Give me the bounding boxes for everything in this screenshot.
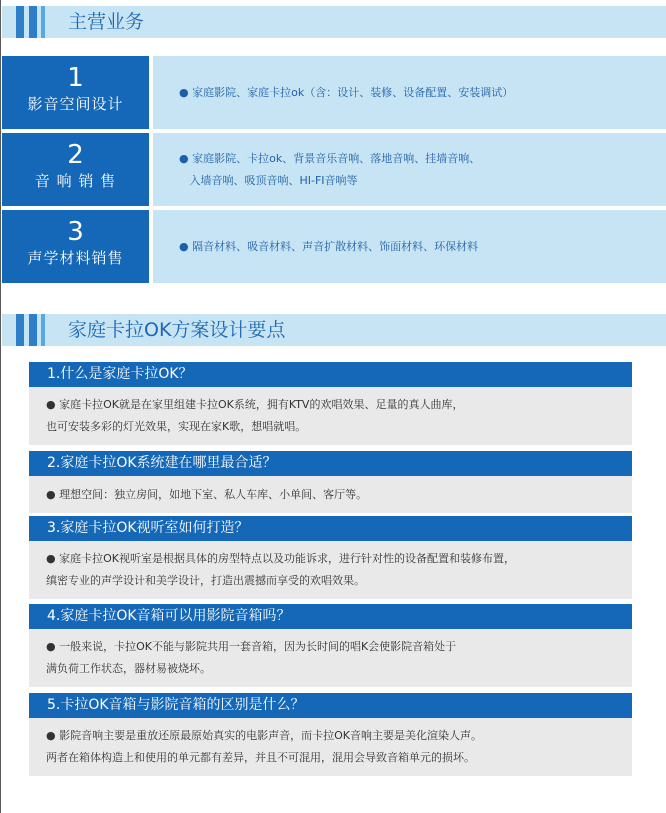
section-title: 主营业务 [68,11,145,33]
business-number: 3 [67,217,84,247]
faq-question: 5.卡拉OK音箱与影院音箱的区别是什么？ [47,697,305,713]
business-number: 2 [67,140,84,170]
business-number-box [2,210,149,283]
faq-answer-line: ● 一般来说，卡拉OK不能与影院共用一套音箱，因为长时间的唱K会使影院音箱处于 [46,640,457,653]
business-name: 声学材料销售 [27,249,124,267]
business-number: 1 [67,63,84,93]
business-row-3 [2,210,666,283]
business-description [153,210,666,283]
header-accent-bar [41,314,45,346]
faq-answer-line: ● 家庭卡拉OK就是在家里组建卡拉OK系统，拥有KTV的欢唱效果、足量的真人曲库， [46,398,464,411]
header-accent-bar [16,314,24,346]
business-description [153,56,666,129]
section-title: 家庭卡拉OK方案设计要点 [68,319,286,341]
business-description-line: ● 家庭影院、家庭卡拉ok（含：设计、装修、设备配置、安装调试） [179,85,514,99]
faq-answer-line: ● 理想空间：独立房间，如地下室、私人车库、小单间、客厅等。 [46,487,368,501]
faq-answer-line: 缜密专业的声学设计和美学设计，打造出震撼而享受的欢唱效果。 [46,574,365,587]
header-accent-bar [29,314,37,346]
faq-question: 3.家庭卡拉OK视听室如何打造？ [47,520,249,536]
business-name: 音 响 销 售 [34,172,117,190]
faq-answer-line: 满负荷工作状态，器材易被烧坏。 [46,662,211,675]
header-accent-bar [41,6,45,38]
business-name: 影音空间设计 [27,95,124,113]
business-row-1 [2,56,666,129]
faq-answer-line: ● 影院音响主要是重放还原最原始真实的电影声音，而卡拉OK音响主要是美化渲染人声。 [46,729,482,742]
faq-answer-line: 两者在箱体构造上和使用的单元都有差异，并且不可混用，混用会导致音箱单元的损坏。 [46,751,475,764]
business-number-box [2,133,149,206]
business-description-line: ● 隔音材料、吸音材料、声音扩散材料、饰面材料、环保材料 [179,239,479,253]
faq-answer [29,476,632,513]
faq-answer [29,718,632,776]
faq-answer [29,629,632,687]
section-header-main-business [2,6,666,38]
faq-answer [29,387,632,445]
faq-question: 4.家庭卡拉OK音箱可以用影院音箱吗？ [47,608,291,624]
faq-question-bar [29,604,632,629]
business-number-box [2,56,149,129]
business-description [153,133,666,206]
header-accent-bar [16,6,24,38]
faq-question-bar [29,451,632,476]
business-description-line: ● 家庭影院、卡拉ok、背景音乐音响、落地音响、挂墙音响、 [179,151,481,165]
faq-question-bar [29,362,632,387]
business-description-line: 入墙音响、吸顶音响、HI-FI音响等 [179,173,358,187]
faq-answer-line: ● 家庭卡拉OK视听室是根据具体的房型特点以及功能诉求，进行针对性的设备配置和装修布置， [46,552,515,565]
faq-question: 1.什么是家庭卡拉OK？ [47,366,193,382]
faq-question: 2.家庭卡拉OK系统建在哪里最合适？ [47,455,277,471]
left-border-line [0,0,1,813]
business-row-2 [2,133,666,206]
section-header-karaoke-design [2,314,666,346]
faq-question-bar [29,516,632,541]
header-accent-bar [29,6,37,38]
faq-question-bar [29,693,632,718]
faq-answer [29,541,632,599]
faq-answer-line: 也可安装多彩的灯光效果，实现在家K歌，想唱就唱。 [46,420,307,433]
